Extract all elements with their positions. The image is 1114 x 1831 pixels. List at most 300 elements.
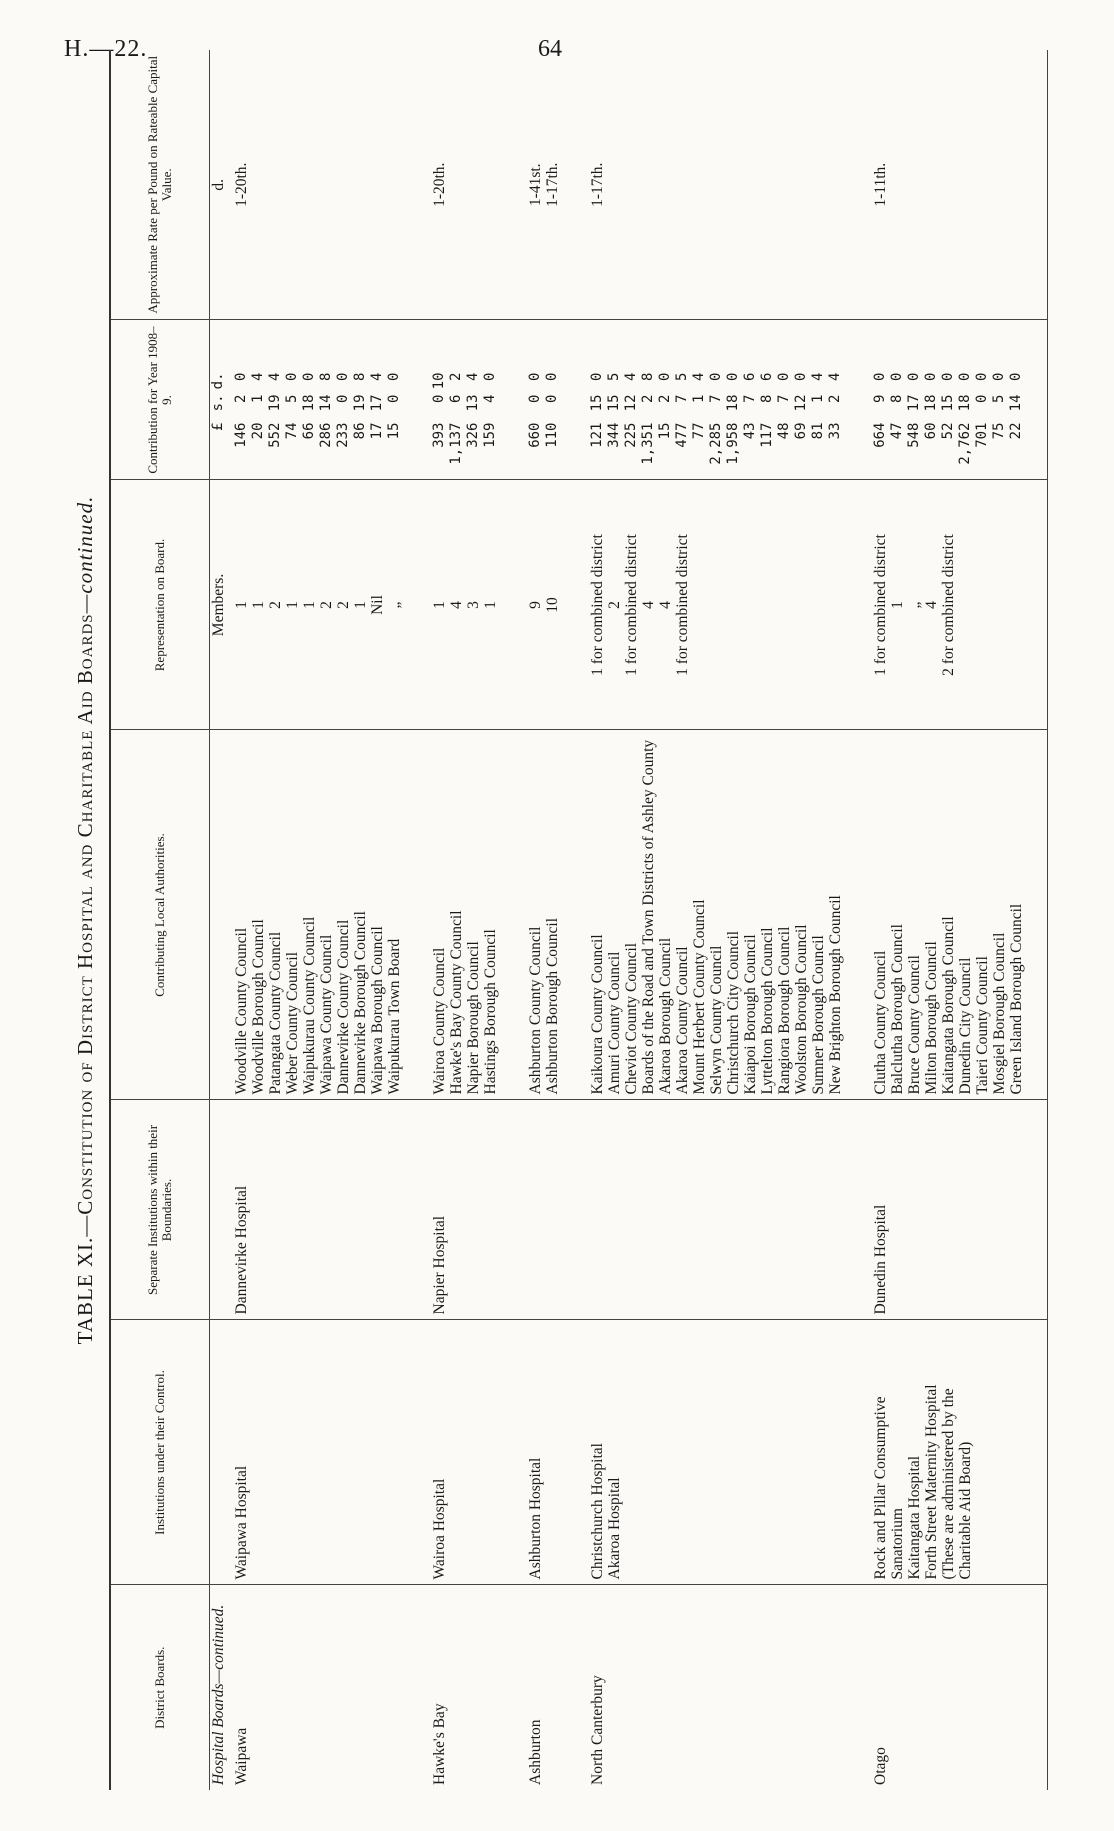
contribution-amount — [623, 326, 640, 475]
representation-item: Nil — [369, 595, 386, 615]
shillings-value: 18 — [923, 394, 939, 412]
contribution-amount — [742, 326, 759, 475]
shillings-value: 15 — [606, 394, 622, 412]
institution-item: Wairoa Hospital — [431, 1478, 448, 1580]
col-rate: Approximate Rate per Pound on Rateable Capital Value. — [110, 50, 210, 320]
representation-item: 2 — [318, 601, 335, 609]
district-name: North Canterbury — [589, 1675, 606, 1785]
authority-item: Waipawa Borough Council — [369, 926, 386, 1095]
representation-item: 1 — [352, 601, 369, 609]
separate-cell — [227, 1100, 425, 1320]
pounds-value: 33 — [827, 422, 843, 440]
representation-item: 2 for combined district — [940, 534, 957, 676]
rotated-table-region — [65, 50, 1055, 1790]
institution-item: Forth Street Maternity Hospital — [923, 1384, 940, 1580]
shillings-value: 5 — [991, 394, 1007, 403]
shillings-value: 18 — [957, 394, 973, 412]
shillings-value: 14 — [318, 394, 334, 412]
separate-institution — [589, 1106, 606, 1315]
page-number: 64 — [538, 36, 562, 62]
contribution-amount — [889, 326, 906, 475]
pence-value: 0 — [940, 372, 956, 381]
district-name: Hawke's Bay — [431, 1703, 448, 1785]
representation-cell — [227, 480, 425, 730]
shillings-value: 2 — [657, 394, 673, 403]
authority-item: Milton Borough Council — [923, 941, 940, 1095]
contribution-amount — [810, 326, 827, 475]
contribution-amount — [335, 326, 352, 475]
institutions-cell — [866, 1320, 1048, 1585]
contribution-amount — [352, 326, 369, 475]
col-separate: Separate Institutions within their Boundaries. — [110, 1100, 210, 1320]
representation-item: 4 — [923, 601, 940, 609]
authority-item: Mount Herbert County Council — [691, 899, 708, 1095]
board-row — [583, 50, 866, 1790]
representation-item: „ — [906, 601, 923, 609]
shillings-value: 2 — [827, 394, 843, 403]
contribution-amount — [827, 326, 844, 475]
pence-value: 5 — [606, 372, 622, 381]
authority-item: Taieri County Council — [974, 956, 991, 1095]
pounds-value: 15 — [386, 422, 402, 440]
contribution-amount — [318, 326, 335, 475]
contribution-amount — [872, 326, 889, 475]
shillings-value: 13 — [465, 394, 481, 412]
board-row — [866, 50, 1048, 1790]
authority-item: Kaiapoi Borough Council — [742, 934, 759, 1095]
authority-item: Boards of the Road and Town Districts of Ashley County — [640, 739, 657, 1095]
authority-item: Ashburton Borough Council — [544, 917, 561, 1095]
district-cell — [866, 1585, 1048, 1790]
contribution-amount — [431, 326, 448, 475]
representation-cell — [425, 480, 521, 730]
authority-item: Waipawa County Council — [318, 934, 335, 1095]
authority-item: Sumner Borough Council — [810, 935, 827, 1095]
authority-item: Waipukurau County Council — [301, 916, 318, 1095]
pence-value: 6 — [759, 372, 775, 381]
header-row — [110, 50, 210, 1790]
authority-item: Napier Borough Council — [465, 941, 482, 1095]
district-cell — [521, 1585, 583, 1790]
contribution-amount — [606, 326, 623, 475]
contribution-amount — [691, 326, 708, 475]
pounds-value: 548 — [906, 422, 922, 448]
contribution-amount — [674, 326, 691, 475]
table-title — [65, 50, 105, 1790]
separate-institution: Dunedin Hospital — [872, 1204, 889, 1315]
rate-cell — [425, 50, 521, 320]
col-authorities: Contributing Local Authorities. — [110, 730, 210, 1100]
pounds-value: 326 — [465, 422, 481, 448]
pence-value: 0 — [657, 372, 673, 381]
pounds-value: 2,762 — [957, 422, 973, 465]
pounds-value: 43 — [742, 422, 758, 440]
contribution-cell — [521, 320, 583, 480]
district-name: Waipawa — [233, 1727, 250, 1785]
shillings-value: 14 — [1008, 394, 1024, 412]
pence-value: 4 — [623, 372, 639, 381]
institutions-cell — [227, 1320, 425, 1585]
pounds-value: 20 — [250, 422, 266, 440]
district-name: Ashburton — [527, 1719, 544, 1785]
shillings-unit: s. — [210, 394, 226, 412]
shillings-value: 0 — [431, 394, 447, 403]
separate-institution: Dannevirke Hospital — [233, 1185, 250, 1315]
authority-item: Hastings Borough Council — [482, 929, 499, 1095]
pounds-value: 22 — [1008, 422, 1024, 440]
representation-item: 1 for combined district — [623, 534, 640, 676]
shillings-value: 19 — [267, 394, 283, 412]
pence-value: 8 — [352, 372, 368, 381]
pounds-value: 159 — [482, 422, 498, 448]
pounds-value: 74 — [284, 422, 300, 440]
board-row — [425, 50, 521, 1790]
authority-item: Akaroa County Council — [674, 946, 691, 1095]
contribution-amount — [301, 326, 318, 475]
contribution-amount — [759, 326, 776, 475]
pence-value: 0 — [301, 372, 317, 381]
pence-value: 0 — [957, 372, 973, 381]
contribution-amount — [991, 326, 1008, 475]
shillings-value: 0 — [335, 394, 351, 403]
rate-cell — [583, 50, 866, 320]
pence-value: 4 — [465, 372, 481, 381]
contribution-cell — [227, 320, 425, 480]
pence-value: 6 — [742, 372, 758, 381]
institution-item: (These are administered by the Charitable Aid Board) — [940, 1388, 974, 1580]
pounds-value: 660 — [527, 422, 543, 448]
rate-value: 1-20th. — [431, 162, 448, 207]
pence-value: 8 — [640, 372, 656, 381]
authorities-cell — [521, 730, 583, 1100]
authority-item: Dannevirke County Council — [335, 919, 352, 1095]
units-row — [210, 50, 228, 1790]
authority-item: Ashburton County Council — [527, 926, 544, 1095]
shillings-value: 0 — [386, 394, 402, 403]
authority-item: Bruce County Council — [906, 955, 923, 1095]
separate-cell — [866, 1100, 1048, 1320]
contribution-amount — [940, 326, 957, 475]
institution-item: Ashburton Hospital — [527, 1457, 544, 1580]
pounds-value: 2,285 — [708, 422, 724, 465]
authority-item: Dunedin City Council — [957, 957, 974, 1095]
representation-item: 1 — [250, 601, 267, 609]
rate-value: 1-17th. — [589, 162, 606, 207]
pounds-value: 86 — [352, 422, 368, 440]
representation-cell — [866, 480, 1048, 730]
pounds-value: 17 — [369, 422, 385, 440]
rate-cell — [866, 50, 1048, 320]
rate-cell — [227, 50, 425, 320]
rate-value: 1-11th. — [872, 162, 889, 207]
pounds-value: 552 — [267, 422, 283, 448]
contribution-amount — [1008, 326, 1025, 475]
currency-units — [210, 326, 227, 475]
authorities-cell — [866, 730, 1048, 1100]
pence-value: 0 — [1008, 372, 1024, 381]
table-body — [210, 50, 1048, 1790]
authority-item: Rangiora Borough Council — [776, 926, 793, 1095]
pence-value: 2 — [448, 372, 464, 381]
contribution-amount — [465, 326, 482, 475]
contribution-amount — [386, 326, 403, 475]
institutions-cell — [425, 1320, 521, 1585]
representation-item: 4 — [448, 601, 465, 609]
shillings-value: 7 — [708, 394, 724, 403]
contribution-cell — [583, 320, 866, 480]
pence-value: 0 — [482, 372, 498, 381]
shillings-value: 1 — [810, 394, 826, 403]
shillings-value: 7 — [742, 394, 758, 403]
authority-item: New Brighton Borough Council — [827, 895, 844, 1095]
representation-item: 1 — [301, 601, 318, 609]
document-reference: H.—22. — [64, 36, 148, 62]
authority-item: Amuri County Council — [606, 951, 623, 1095]
pounds-value: 69 — [793, 422, 809, 440]
representation-item: 1 for combined district — [589, 534, 606, 676]
authorities-cell — [227, 730, 425, 1100]
contribution-amount — [544, 326, 561, 475]
board-row — [227, 50, 425, 1790]
contribution-amount — [793, 326, 810, 475]
shillings-value: 0 — [544, 394, 560, 403]
rate-value: 1-41st. — [527, 163, 544, 207]
authority-item: Hawke's Bay County Council — [448, 910, 465, 1095]
contribution-cell — [866, 320, 1048, 480]
authority-item: Clutha County Council — [872, 950, 889, 1095]
rate-value: 1-17th. — [544, 162, 561, 207]
district-cell — [227, 1585, 425, 1790]
pence-value: 0 — [872, 372, 888, 381]
contribution-amount — [527, 326, 544, 475]
institution-item: Christchurch Hospital — [589, 1443, 606, 1580]
contribution-amount — [776, 326, 793, 475]
pounds-value: 344 — [606, 422, 622, 448]
contribution-amount — [482, 326, 499, 475]
shillings-value: 0 — [527, 394, 543, 403]
table-title-lead: TABLE XI.— — [73, 1214, 97, 1345]
col-district: District Boards. — [110, 1585, 210, 1790]
pence-unit: d. — [210, 372, 226, 390]
district-name: Otago — [872, 1747, 889, 1785]
contribution-amount — [233, 326, 250, 475]
representation-cell — [521, 480, 583, 730]
authority-item: Woolston Borough Council — [793, 924, 810, 1095]
shillings-value: 15 — [589, 394, 605, 412]
authorities-cell — [583, 730, 866, 1100]
shillings-value: 8 — [889, 394, 905, 403]
shillings-value: 18 — [725, 394, 741, 412]
pounds-value: 47 — [889, 422, 905, 440]
pence-value: 0 — [335, 372, 351, 381]
contribution-amount — [448, 326, 465, 475]
pounds-value: 15 — [657, 422, 673, 440]
boards-table — [109, 50, 1048, 1790]
representation-cell — [583, 480, 866, 730]
contribution-amount — [708, 326, 725, 475]
institution-item: Kaitangata Hospital — [906, 1455, 923, 1580]
representation-item: 1 for combined district — [872, 534, 889, 676]
pence-value: 4 — [827, 372, 843, 381]
table-title-main: Constitution of District Hospital and Charitable Aid Boards — [73, 613, 97, 1215]
representation-item: 1 for combined district — [674, 534, 691, 676]
shillings-value: 17 — [369, 394, 385, 412]
pounds-value: 60 — [923, 422, 939, 440]
authority-item: Kaitangata Borough Council — [940, 916, 957, 1095]
pence-value: 0 — [776, 372, 792, 381]
pence-value: 0 — [233, 372, 249, 381]
shillings-value: 2 — [233, 394, 249, 403]
pounds-value: 477 — [674, 422, 690, 448]
representation-item: 1 — [482, 601, 499, 609]
pounds-value: 66 — [301, 422, 317, 440]
pence-value: 0 — [991, 372, 1007, 381]
contribution-amount — [725, 326, 742, 475]
shillings-value: 2 — [640, 394, 656, 403]
pence-value: 5 — [674, 372, 690, 381]
pence-value: 0 — [725, 372, 741, 381]
contribution-amount — [906, 326, 923, 475]
shillings-value: 1 — [250, 394, 266, 403]
contribution-amount — [250, 326, 267, 475]
institutions-cell — [583, 1320, 866, 1585]
contribution-amount — [640, 326, 657, 475]
pounds-value: 117 — [759, 422, 775, 448]
separate-institution: Napier Hospital — [431, 1215, 448, 1315]
authority-item: Selwyn County Council — [708, 945, 725, 1095]
representation-item: 2 — [606, 601, 623, 609]
shillings-value: 17 — [906, 394, 922, 412]
col-contribution: Contribution for Year 1908–9. — [110, 320, 210, 480]
pence-value: 0 — [793, 372, 809, 381]
pence-value: 0 — [889, 372, 905, 381]
pounds-value: 146 — [233, 422, 249, 448]
pence-value: 4 — [267, 372, 283, 381]
col-representation: Representation on Board. — [110, 480, 210, 730]
contribution-amount — [284, 326, 301, 475]
pounds-value: 286 — [318, 422, 334, 448]
shillings-value: 12 — [623, 394, 639, 412]
authority-item: Lyttelton Borough Council — [759, 927, 776, 1095]
authority-item: Waipukurau Town Board — [386, 938, 403, 1095]
pounds-value: 1,351 — [640, 422, 656, 465]
pounds-value: 1,958 — [725, 422, 741, 465]
shillings-value: 1 — [691, 394, 707, 403]
representation-item: 10 — [544, 597, 561, 613]
pence-value: 0 — [386, 372, 402, 381]
authority-item: Woodville County Council — [233, 927, 250, 1095]
separate-institution — [527, 1106, 544, 1315]
contribution-amount — [589, 326, 606, 475]
shillings-value: 15 — [940, 394, 956, 412]
district-cell — [583, 1585, 866, 1790]
pounds-value: 1,137 — [448, 422, 464, 465]
authority-item: Weber County Council — [284, 951, 301, 1095]
shillings-value: 19 — [352, 394, 368, 412]
shillings-value: 7 — [776, 394, 792, 403]
authority-item: Mosgiel Borough Council — [991, 932, 1008, 1095]
institution-item: Waipawa Hospital — [233, 1465, 250, 1580]
shillings-value: 8 — [759, 394, 775, 403]
pounds-value: 110 — [544, 422, 560, 448]
pounds-value: 393 — [431, 422, 447, 448]
representation-item: 2 — [267, 601, 284, 609]
pence-value: 8 — [318, 372, 334, 381]
pence-value: 0 — [708, 372, 724, 381]
authority-item: Woodville Borough Council — [250, 919, 267, 1095]
authority-item: Green Island Borough Council — [1008, 903, 1025, 1095]
col-institutions: Institutions under their Control. — [110, 1320, 210, 1585]
representation-item: 1 — [431, 601, 448, 609]
shillings-value: 7 — [674, 394, 690, 403]
authority-item: Dannevirke Borough Council — [352, 911, 369, 1095]
representation-item: 9 — [527, 601, 544, 609]
pence-value: 10 — [431, 372, 447, 390]
pounds-value: 664 — [872, 422, 888, 448]
authority-item: Cheviot County Council — [623, 942, 640, 1095]
pounds-value: 121 — [589, 422, 605, 448]
representation-item: 4 — [640, 601, 657, 609]
shillings-value: 9 — [872, 394, 888, 403]
representation-item: 1 — [233, 601, 250, 609]
separate-cell — [521, 1100, 583, 1320]
pounds-value: 52 — [940, 422, 956, 440]
pounds-value: 233 — [335, 422, 351, 448]
pounds-unit: £ — [210, 422, 226, 431]
authority-item: Christchurch City Council — [725, 930, 742, 1095]
contribution-amount — [369, 326, 386, 475]
separate-cell — [425, 1100, 521, 1320]
representation-item: 4 — [657, 601, 674, 609]
section-label: Hospital Boards—continued. — [210, 1604, 227, 1785]
separate-cell — [583, 1100, 866, 1320]
authority-item: Akaroa Borough Council — [657, 937, 674, 1095]
pence-value: 4 — [250, 372, 266, 381]
pounds-value: 48 — [776, 422, 792, 440]
rate-unit: d. — [210, 178, 227, 191]
members-unit: Members. — [210, 573, 227, 637]
rate-value: 1-20th. — [233, 162, 250, 207]
pence-value: 4 — [810, 372, 826, 381]
contribution-amount — [957, 326, 974, 475]
pence-value: 0 — [923, 372, 939, 381]
shillings-value: 4 — [482, 394, 498, 403]
pence-value: 0 — [544, 372, 560, 381]
pence-value: 0 — [527, 372, 543, 381]
shillings-value: 12 — [793, 394, 809, 412]
authority-item: Patangata County Council — [267, 931, 284, 1095]
authority-item: Kaikoura County Council — [589, 934, 606, 1095]
rate-cell — [521, 50, 583, 320]
pence-value: 0 — [589, 372, 605, 381]
institutions-cell — [521, 1320, 583, 1585]
authority-item: Wairoa County Council — [431, 947, 448, 1095]
contribution-amount — [923, 326, 940, 475]
authorities-cell — [425, 730, 521, 1100]
contribution-cell — [425, 320, 521, 480]
pence-value: 0 — [974, 372, 990, 381]
contribution-amount — [267, 326, 284, 475]
district-cell — [425, 1585, 521, 1790]
authority-item: Balclutha Borough Council — [889, 924, 906, 1095]
pence-value: 4 — [691, 372, 707, 381]
section-label-cell — [210, 1585, 228, 1790]
representation-item: 1 — [889, 601, 906, 609]
contribution-amount — [657, 326, 674, 475]
shillings-value: 5 — [284, 394, 300, 403]
institution-item: Rock and Pillar Consumptive Sanatorium — [872, 1396, 906, 1580]
pence-value: 0 — [284, 372, 300, 381]
